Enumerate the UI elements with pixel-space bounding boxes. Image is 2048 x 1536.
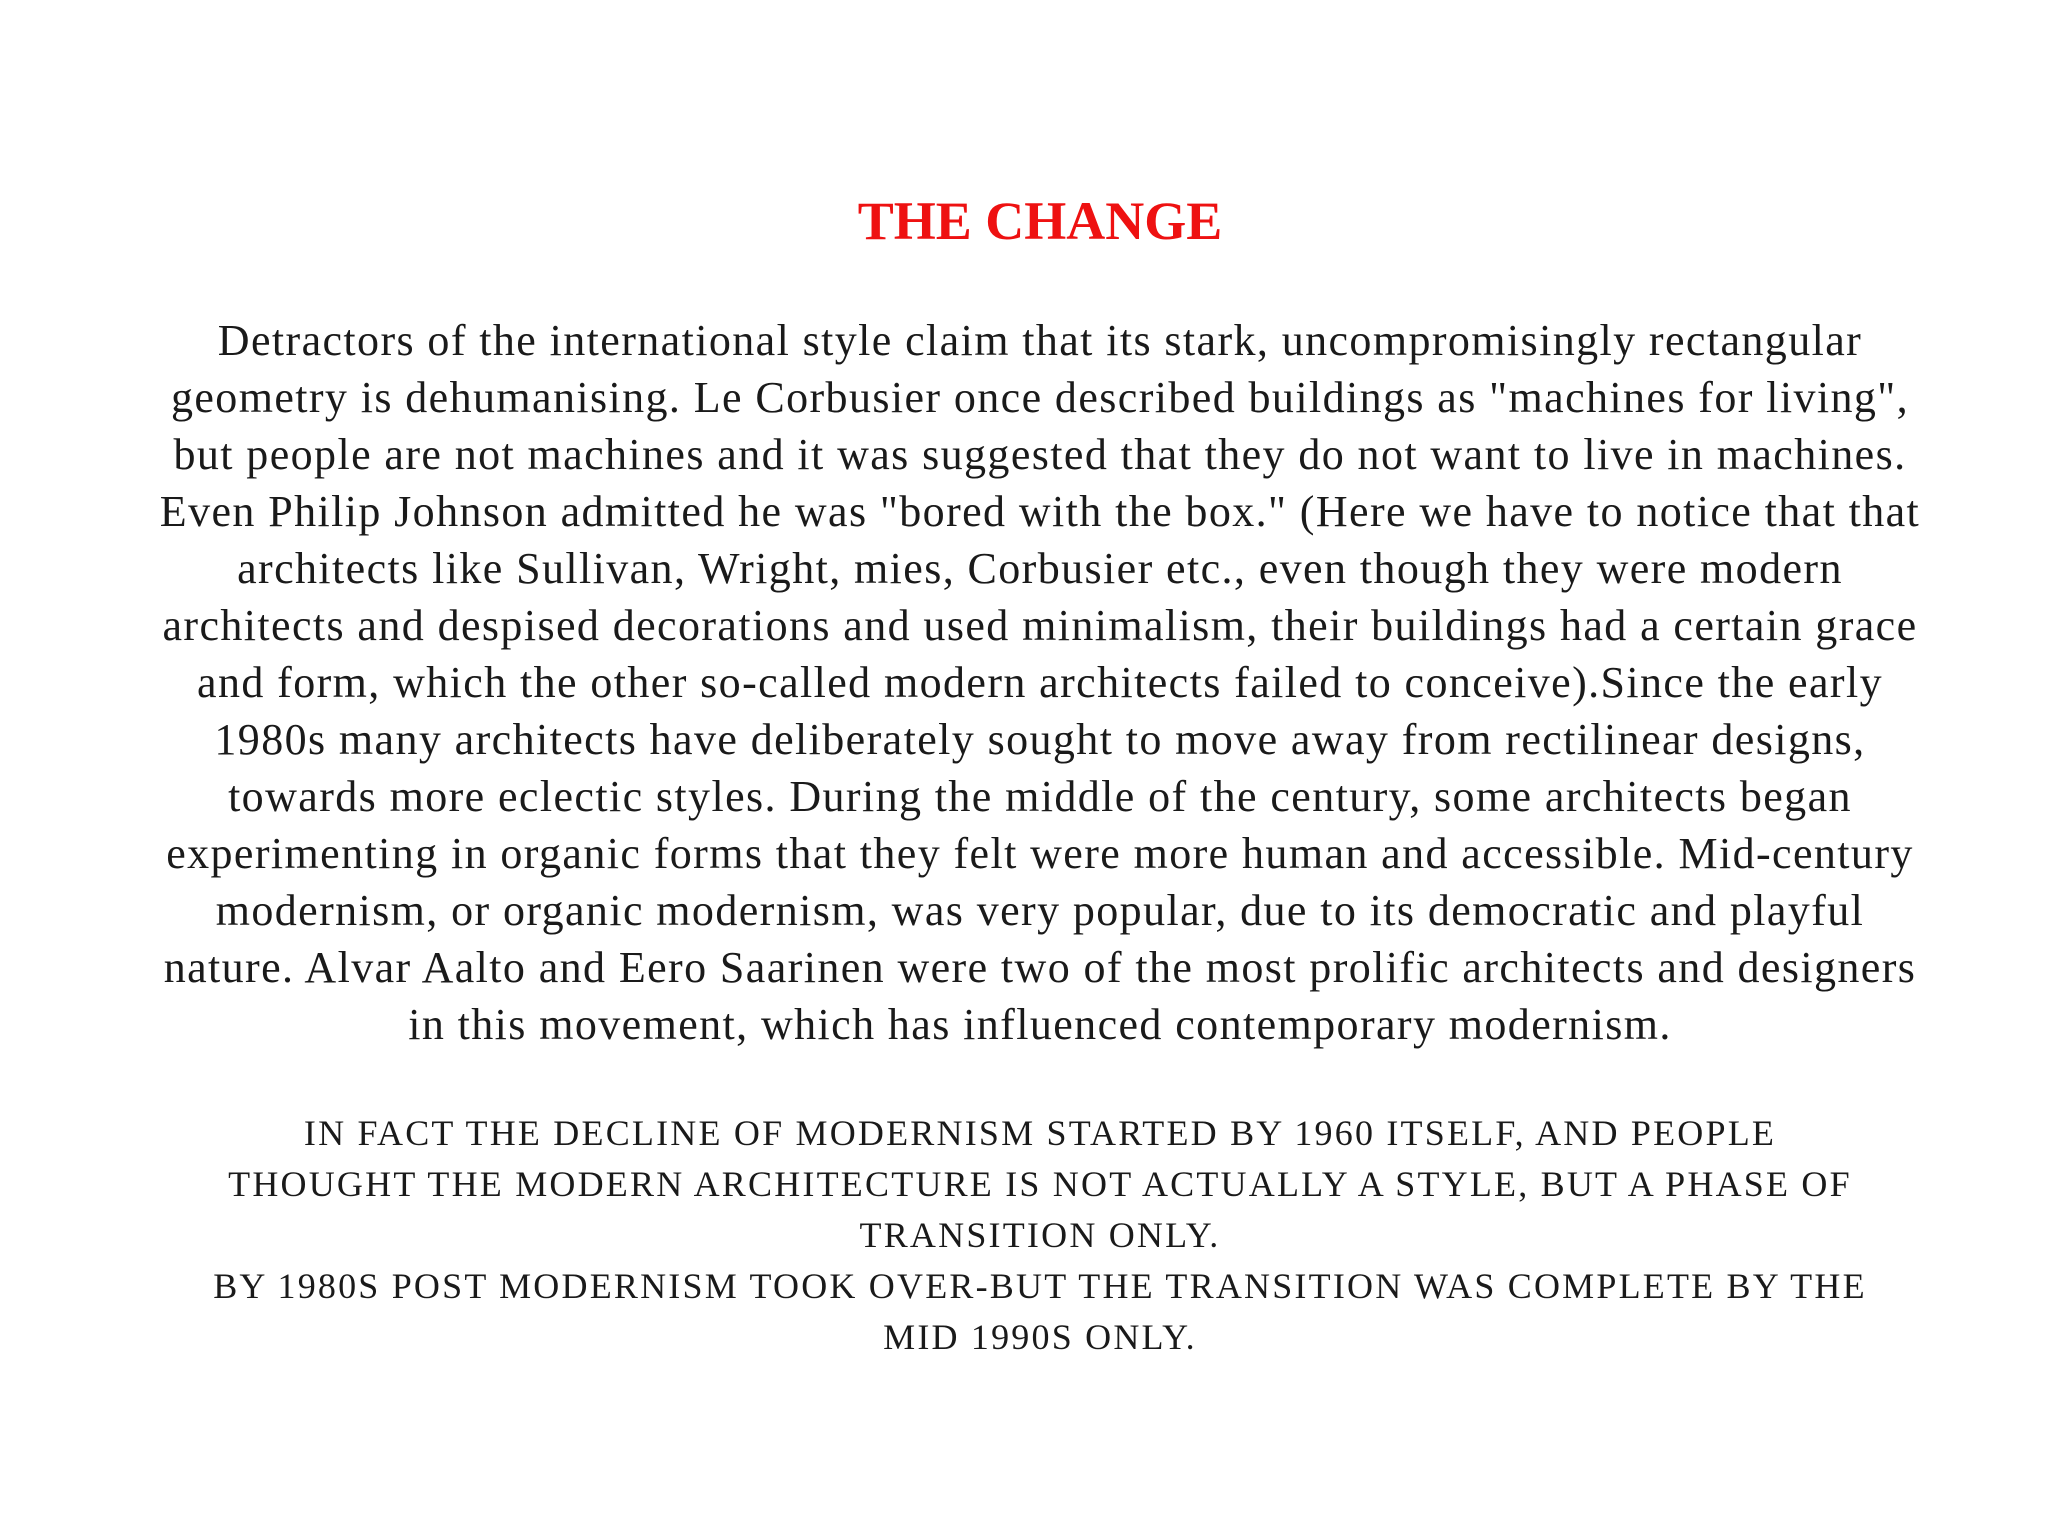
body-line: geometry is dehumanising. Le Corbusier once described buildings as "machines for living", [170,373,1910,422]
slide-title: THE CHANGE [857,191,1223,251]
body-line: Even Philip Johnson admitted he was "bored with the box." (Here we have to notice that that [159,487,1921,536]
summary-paragraph [0,1108,2048,1363]
summary-line: BY 1980S POST MODERNISM TOOK OVER-BUT THE TRANSITION WAS COMPLETE BY THE [213,1266,1867,1306]
body-paragraph [0,312,2048,1053]
body-line: Detractors of the international style claim that its stark, uncompromisingly rectangular [217,316,1863,365]
body-line: architects like Sullivan, Wright, mies, Corbusier etc., even though they were modern [237,544,1843,593]
body-line: but people are not machines and it was suggested that they do not want to live in machines. [173,430,1907,479]
body-line: in this movement, which has influenced contemporary modernism. [408,1000,1672,1049]
body-line: experimenting in organic forms that they felt were more human and accessible. Mid-century [166,829,1914,878]
body-line: and form, which the other so-called modern architects failed to conceive).Since the early [197,658,1883,707]
body-line: modernism, or organic modernism, was very popular, due to its democratic and playful [215,886,1865,935]
summary-line: IN FACT THE DECLINE OF MODERNISM STARTED BY 1960 ITSELF, AND PEOPLE [303,1113,1777,1153]
body-line: nature. Alvar Aalto and Eero Saarinen were two of the most prolific architects and designers [163,943,1917,992]
body-line: 1980s many architects have deliberately sought to move away from rectilinear designs, [214,715,1866,764]
summary-line: MID 1990S ONLY. [883,1317,1197,1357]
summary-line: TRANSITION ONLY. [859,1215,1221,1255]
summary-line: THOUGHT THE MODERN ARCHITECTURE IS NOT ACTUALLY A STYLE, BUT A PHASE OF [228,1164,1852,1204]
body-line: architects and despised decorations and used minimalism, their buildings had a certain grace [162,601,1918,650]
body-line: towards more eclectic styles. During the middle of the century, some architects began [228,772,1852,821]
